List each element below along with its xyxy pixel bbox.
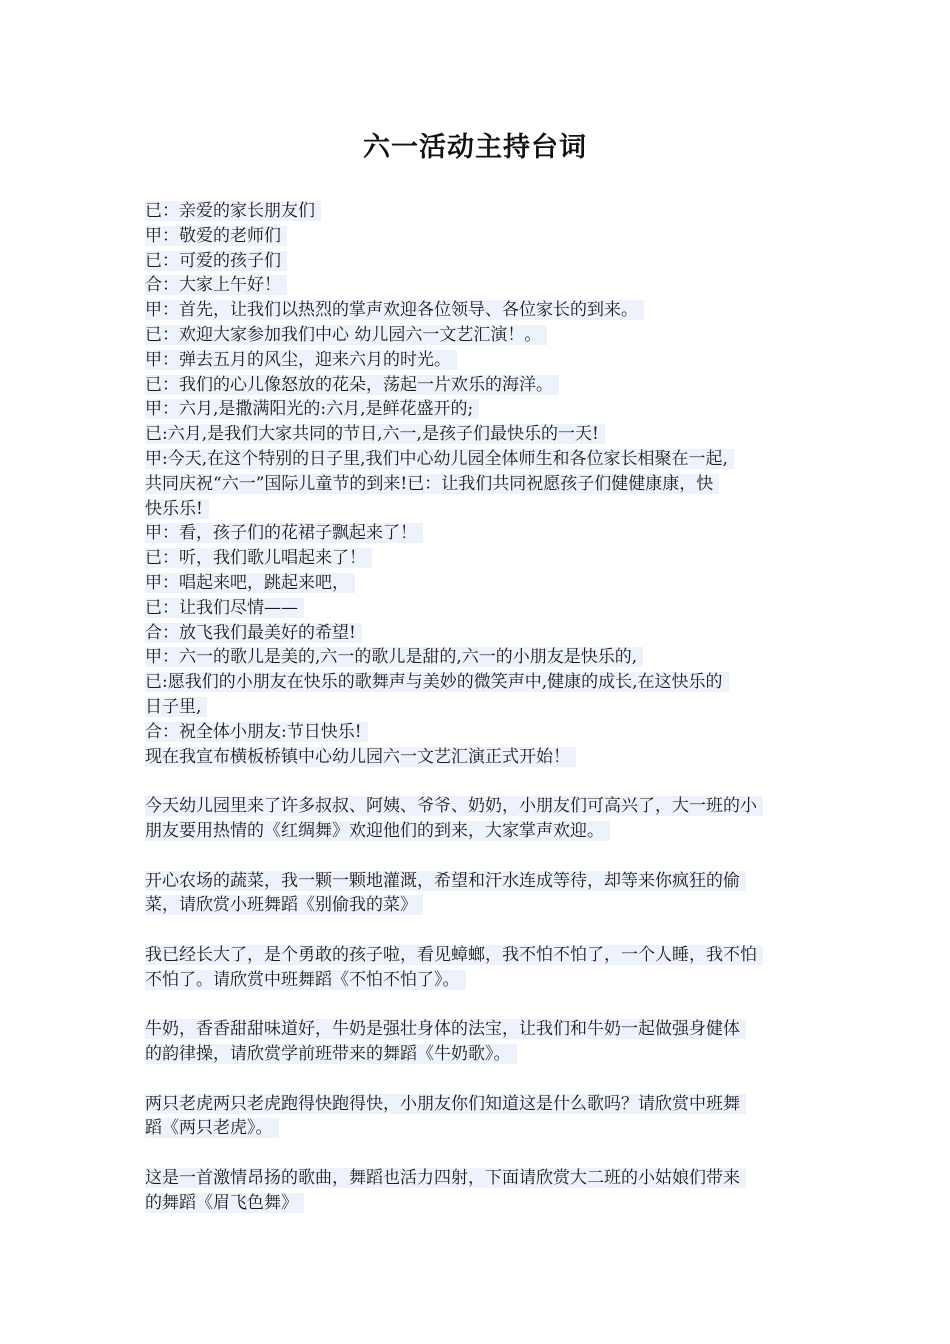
- paragraph-line: [145, 1042, 813, 1067]
- dialogue-text: 已:六月,是我们大家共同的节日,六一,是孩子们最快乐的一天!: [145, 424, 605, 444]
- dialogue-line: [145, 224, 813, 249]
- paragraph-text: 不怕了。请欣赏中班舞蹈《不怕不怕了》。: [145, 970, 466, 990]
- dialogue-text: 甲：六月,是撒满阳光的:六月,是鲜花盛开的;: [145, 399, 479, 419]
- dialogue-text: 合：大家上午好！: [145, 275, 287, 295]
- paragraph-gap: [145, 918, 813, 943]
- paragraph-text: 牛奶，香香甜甜味道好，牛奶是强壮身体的法宝，让我们和牛奶一起做强身健体: [145, 1019, 746, 1039]
- paragraph-line: [145, 819, 813, 844]
- paragraph-line: [145, 1191, 813, 1216]
- dialogue-line: [145, 298, 813, 323]
- paragraph: [145, 794, 813, 844]
- dialogue-line: [145, 348, 813, 373]
- paragraph-line: [145, 943, 813, 968]
- dialogue-text: 快乐乐!: [145, 499, 209, 519]
- dialogue-line: [145, 670, 813, 695]
- document-title: 六一活动主持台词: [363, 132, 587, 163]
- dialogue-line: [145, 199, 813, 224]
- dialogue-line: [145, 323, 813, 348]
- paragraph-gap: [145, 844, 813, 869]
- dialogue-text: 甲：弹去五月的风尘，迎来六月的时光。: [145, 350, 457, 370]
- paragraph-text: 的韵律操，请欣赏学前班带来的舞蹈《牛奶歌》。: [145, 1044, 517, 1064]
- paragraph-text: 菜，请欣赏小班舞蹈《别偷我的菜》: [145, 895, 423, 915]
- paragraph: [145, 1017, 813, 1067]
- dialogue-text: 甲：六一的歌儿是美的,六一的歌儿是甜的,六一的小朋友是快乐的,: [145, 647, 643, 667]
- document-body: [145, 199, 813, 1216]
- paragraph-text: 开心农场的蔬菜，我一颗一颗地灌溉，希望和汗水连成等待，却等来你疯狂的偷: [145, 871, 746, 891]
- paragraph: [145, 943, 813, 993]
- paragraph-text: 蹈《两只老虎》。: [145, 1118, 279, 1138]
- dialogue-text: 甲：首先，让我们以热烈的掌声欢迎各位领导、各位家长的到来。: [145, 300, 644, 320]
- paragraph-text: 这是一首激情昂扬的歌曲，舞蹈也活力四射，下面请欣赏大二班的小姑娘们带来: [145, 1168, 746, 1188]
- paragraph-line: [145, 893, 813, 918]
- dialogue-text: 已：可爱的孩子们: [145, 251, 287, 271]
- dialogue-text: 甲：唱起来吧，跳起来吧，: [145, 573, 355, 593]
- dialogue-line: [145, 447, 813, 472]
- paragraph-text: 两只老虎两只老虎跑得快跑得快，小朋友你们知道这是什么歌吗？请欣赏中班舞: [145, 1094, 746, 1114]
- paragraph-line: [145, 1116, 813, 1141]
- dialogue-text: 已：欢迎大家参加我们中心 幼儿园六一文艺汇演！。: [145, 325, 547, 345]
- paragraph-line: [145, 1166, 813, 1191]
- paragraph-gap: [145, 1067, 813, 1092]
- paragraph: [145, 1166, 813, 1216]
- paragraph: [145, 1092, 813, 1142]
- dialogue-line: [145, 422, 813, 447]
- paragraph-line: [145, 1092, 813, 1117]
- paragraph-text: 朋友要用热情的《红绸舞》欢迎他们的到来，大家掌声欢迎。: [145, 821, 610, 841]
- dialogue-text: 已:愿我们的小朋友在快乐的歌舞声与美妙的微笑声中,健康的成长,在这快乐的: [145, 672, 729, 692]
- dialogue-line: [145, 497, 813, 522]
- paragraph-line: [145, 968, 813, 993]
- paragraph-line: [145, 869, 813, 894]
- dialogue-line: [145, 621, 813, 646]
- dialogue-line: [145, 397, 813, 422]
- dialogue-line: [145, 273, 813, 298]
- dialogue-line: [145, 249, 813, 274]
- dialogue-text: 甲：敬爱的老师们: [145, 226, 287, 246]
- dialogue-line: [145, 596, 813, 621]
- paragraph-gap: [145, 769, 813, 794]
- paragraph: [145, 869, 813, 919]
- dialogue-line: [145, 695, 813, 720]
- paragraph-text: 我已经长大了，是个勇敢的孩子啦，看见蟑螂，我不怕不怕了，一个人睡，我不怕: [145, 945, 763, 965]
- dialogue-text: 已：听，我们歌儿唱起来了！: [145, 548, 372, 568]
- dialogue-text: 已：让我们尽情——: [145, 598, 304, 618]
- paragraph-text: 的舞蹈《眉飞色舞》: [145, 1193, 304, 1213]
- paragraph-line: [145, 1017, 813, 1042]
- dialogue-text: 已：我们的心儿像怒放的花朵，荡起一片欢乐的海洋。: [145, 375, 559, 395]
- paragraph-line: [145, 794, 813, 819]
- paragraph-gap: [145, 1141, 813, 1166]
- dialogue-text: 合：祝全体小朋友:节日快乐!: [145, 722, 368, 742]
- paragraph-text: 今天幼儿园里来了许多叔叔、阿姨、爷爷、奶奶，小朋友们可高兴了，大一班的小: [145, 796, 763, 816]
- dialogue-line: [145, 720, 813, 745]
- dialogue-text: 共同庆祝“六一”国际儿童节的到来!已：让我们共同祝愿孩子们健健康康，快: [145, 474, 719, 494]
- dialogue-text: 已：亲爱的家长朋友们: [145, 201, 321, 221]
- dialogue-line: [145, 373, 813, 398]
- dialogue-line: [145, 571, 813, 596]
- dialogue-text: 甲：看，孩子们的花裙子飘起来了！: [145, 523, 423, 543]
- dialogue-text: 现在我宣布横板桥镇中心幼儿园六一文艺汇演正式开始！: [145, 747, 576, 767]
- paragraph-gap: [145, 993, 813, 1018]
- dialogue-text: 日子里,: [145, 697, 207, 717]
- dialogue-line: [145, 745, 813, 770]
- dialogue-text: 甲:今天,在这个特别的日子里,我们中心幼儿园全体师生和各位家长相聚在一起,: [145, 449, 734, 469]
- dialogue-text: 合：放飞我们最美好的希望!: [145, 623, 362, 643]
- dialogue-line: [145, 645, 813, 670]
- dialogue-line: [145, 521, 813, 546]
- dialogue-line: [145, 472, 813, 497]
- dialogue-line: [145, 546, 813, 571]
